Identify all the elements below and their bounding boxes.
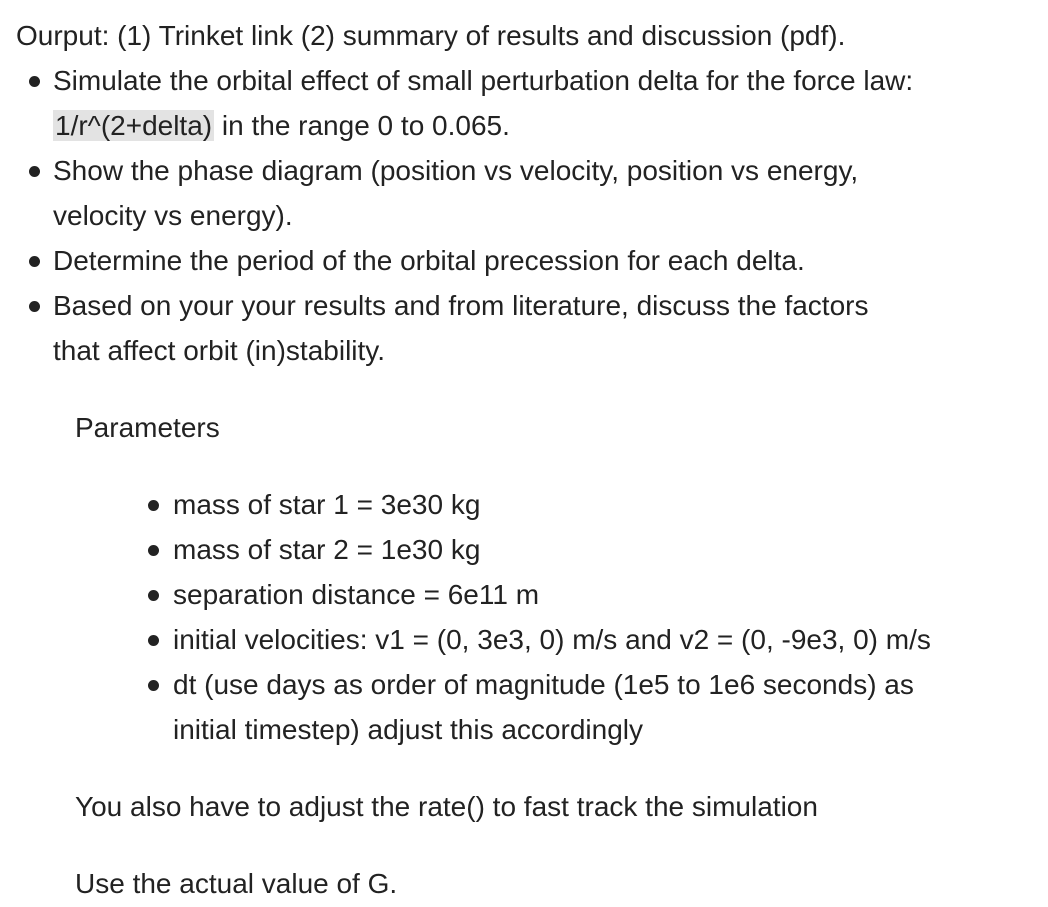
parameter-line: dt (use days as order of magnitude (1e5 to 1e6 seconds) as bbox=[173, 669, 914, 700]
assignment-document bbox=[16, 13, 1036, 373]
task-list bbox=[16, 58, 1036, 373]
bullet-icon bbox=[148, 500, 159, 511]
parameter-item bbox=[145, 662, 1025, 752]
bullet-icon bbox=[148, 545, 159, 556]
task-item bbox=[16, 238, 1036, 283]
parameter-line: mass of star 2 = 1e30 kg bbox=[173, 534, 481, 565]
parameter-line: initial velocities: v1 = (0, 3e3, 0) m/s and v2 = (0, -9e3, 0) m/s bbox=[173, 624, 931, 655]
bullet-icon bbox=[29, 166, 40, 177]
parameter-line: mass of star 1 = 3e30 kg bbox=[173, 489, 481, 520]
task-item bbox=[16, 283, 1036, 373]
bullet-icon bbox=[148, 590, 159, 601]
task-item bbox=[16, 58, 1036, 148]
bullet-icon bbox=[148, 680, 159, 691]
parameter-item bbox=[145, 482, 1025, 527]
parameters-heading: Parameters bbox=[75, 412, 220, 443]
task-line: Simulate the orbital effect of small perturbation delta for the force law: bbox=[53, 65, 914, 96]
inline-code: 1/r^(2+delta) bbox=[55, 110, 213, 141]
parameter-line: separation distance = 6e11 m bbox=[173, 579, 540, 610]
task-line: Based on your your results and from literature, discuss the factors bbox=[53, 290, 869, 321]
bullet-icon bbox=[29, 256, 40, 267]
note-rate: You also have to adjust the rate() to fast track the simulation bbox=[75, 791, 818, 822]
parameter-item bbox=[145, 617, 1025, 662]
bullet-icon bbox=[29, 301, 40, 312]
task-line: velocity vs energy). bbox=[53, 200, 293, 231]
parameters-list bbox=[145, 482, 1025, 752]
parameter-item bbox=[145, 527, 1025, 572]
task-text: in the range 0 to 0.065. bbox=[214, 110, 510, 141]
task-line: Determine the period of the orbital precession for each delta. bbox=[53, 245, 805, 276]
note-g: Use the actual value of G. bbox=[75, 868, 398, 899]
task-line: that affect orbit (in)stability. bbox=[53, 335, 385, 366]
bullet-icon bbox=[148, 635, 159, 646]
task-line: Show the phase diagram (position vs velocity, position vs energy, bbox=[53, 155, 859, 186]
parameter-item bbox=[145, 572, 1025, 617]
task-item bbox=[16, 148, 1036, 238]
output-line: Ourput: (1) Trinket link (2) summary of results and discussion (pdf). bbox=[16, 20, 846, 51]
bullet-icon bbox=[29, 76, 40, 87]
task-line bbox=[53, 103, 1036, 148]
parameter-line: initial timestep) adjust this accordingly bbox=[173, 714, 643, 745]
